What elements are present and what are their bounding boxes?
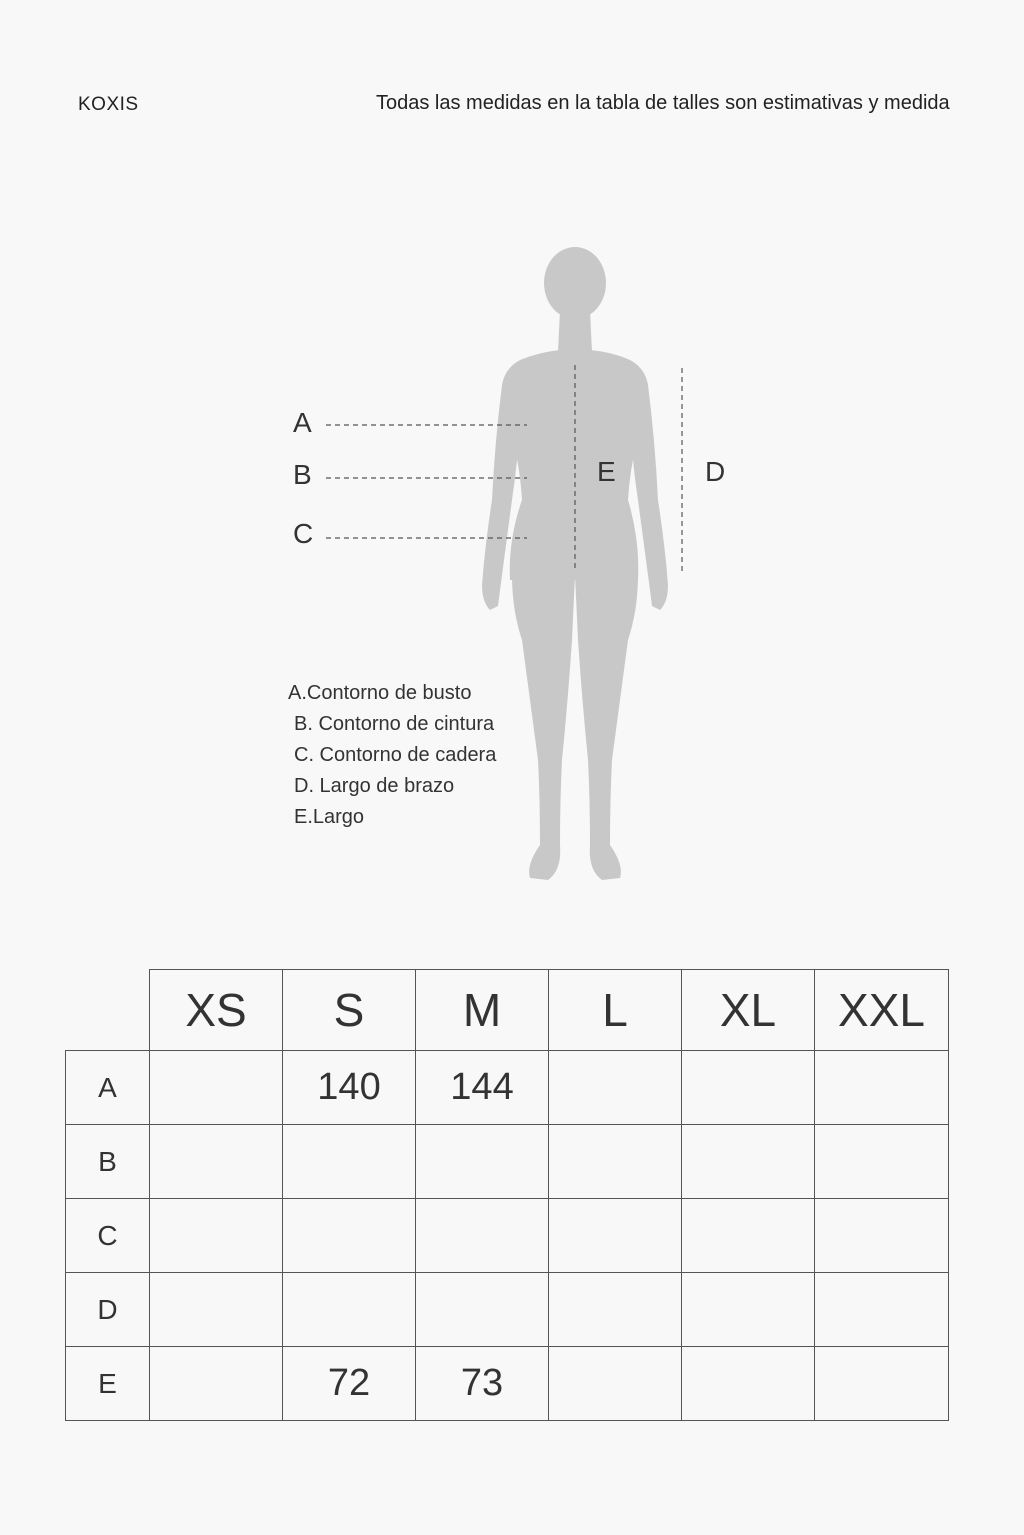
table-cell <box>682 1051 815 1125</box>
table-cell <box>416 1125 549 1199</box>
table-row <box>66 1347 949 1421</box>
size-header-row <box>66 970 949 1051</box>
table-cell <box>549 1125 682 1199</box>
table-cell: 144 <box>416 1051 549 1125</box>
legend-item: E.Largo <box>294 806 365 828</box>
measure-label-d: D <box>705 456 726 487</box>
table-cell <box>815 1125 949 1199</box>
table-cell <box>682 1199 815 1273</box>
row-label: C <box>66 1199 150 1273</box>
table-cell <box>549 1347 682 1421</box>
size-table <box>65 969 949 1421</box>
table-row <box>66 1273 949 1347</box>
size-column-header: S <box>283 970 416 1051</box>
table-corner <box>66 970 150 1051</box>
size-column-header: M <box>416 970 549 1051</box>
table-row <box>66 1199 949 1273</box>
table-cell <box>283 1199 416 1273</box>
table-cell <box>815 1051 949 1125</box>
table-cell <box>682 1347 815 1421</box>
table-cell: 73 <box>416 1347 549 1421</box>
table-cell <box>150 1199 283 1273</box>
table-cell <box>815 1347 949 1421</box>
row-label: A <box>66 1051 150 1125</box>
legend-item: C. Contorno de cadera <box>294 744 497 766</box>
legend-item: B. Contorno de cintura <box>294 713 495 735</box>
table-row <box>66 1125 949 1199</box>
table-cell <box>815 1199 949 1273</box>
table-cell <box>150 1347 283 1421</box>
table-cell <box>416 1199 549 1273</box>
size-column-header: XS <box>150 970 283 1051</box>
table-row <box>66 1051 949 1125</box>
measure-label-a: A <box>293 407 312 438</box>
table-cell <box>815 1273 949 1347</box>
size-notice: Todas las medidas en la tabla de talles son estimativas y medida <box>376 92 950 114</box>
table-cell <box>682 1273 815 1347</box>
measure-label-c: C <box>293 518 314 549</box>
table-cell <box>150 1125 283 1199</box>
brand-name: KOXIS <box>78 94 139 115</box>
table-cell <box>549 1273 682 1347</box>
row-label: E <box>66 1347 150 1421</box>
row-label: B <box>66 1125 150 1199</box>
table-cell <box>283 1125 416 1199</box>
measurement-legend <box>288 678 496 833</box>
table-cell <box>549 1051 682 1125</box>
measure-label-b: B <box>293 459 312 490</box>
table-cell: 140 <box>283 1051 416 1125</box>
legend-item: A.Contorno de busto <box>288 682 472 704</box>
table-cell <box>150 1273 283 1347</box>
size-column-header: XXL <box>815 970 949 1051</box>
table-cell <box>682 1125 815 1199</box>
size-column-header: L <box>549 970 682 1051</box>
table-cell <box>150 1051 283 1125</box>
table-cell: 72 <box>283 1347 416 1421</box>
table-cell <box>549 1199 682 1273</box>
row-label: D <box>66 1273 150 1347</box>
table-cell <box>283 1273 416 1347</box>
measure-label-e: E <box>597 456 616 487</box>
legend-item: D. Largo de brazo <box>294 775 455 797</box>
table-cell <box>416 1273 549 1347</box>
size-column-header: XL <box>682 970 815 1051</box>
